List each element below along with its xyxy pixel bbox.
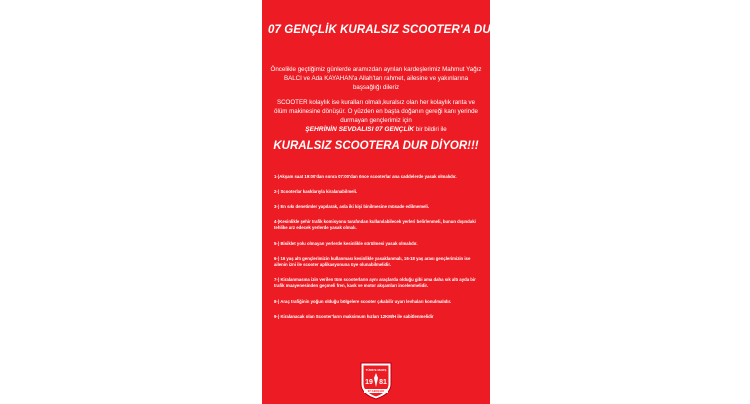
purpose-text: SCOOTER kolaylık ise kuralları olmalı,kuralsız olan her kolaylık ranta ve ölüm makinesine dönüşür. O yüzden en başta doğanın gereği kanı yerinde durmayan gençlerimiz için (274, 99, 478, 124)
rule-item: 2-) Scooterlar kasklarıyla kiralanabilmeli. (274, 188, 358, 194)
rule-item: 5-) Bisiklet yolu olmayan yerlerde kesinlikle sürülmesi yasak olmalıdır. (274, 240, 418, 246)
headline: KURALSIZ SCOOTERA DUR DİYOR!!! (273, 139, 479, 152)
rule-item: 4-)Kesinlikle şehir trafik komisyonu tarafından kullanılabilecek yerleri belirlenmeli, bunun dışındaki tehlike arz edecek yerlerde yasak olmalı. (274, 219, 476, 231)
poster (262, 0, 547, 404)
rule-item: 8-) Araç trafiğinin yoğun olduğu bölgelere scooter çıkabilir uyarı levhaları konulmalıdır. (274, 298, 452, 304)
rule-item: 1-)Akşam saat 19:00'dan sonra 07:00'dan önce scooterlar ana caddelerde yasak olmalıdır. (274, 173, 457, 179)
rule-item: 7-) Kiralanmasına izin verilen tüm scooterların aynı araçlarda olduğu gibi ama daha sık altı ayda bir trafik muayenesinden geçmeli fren, kask ve motor akşamları incelenmelidir. (274, 277, 476, 289)
group-name: ŞEHRİNİN SEVDALISI 07 GENÇLİK (305, 125, 415, 133)
rules-list (274, 174, 484, 320)
rule-item: 9-) Kiralanacak olan Scooter'ların maksimum hızları 12KM/H ile sabitlenmelidir (274, 313, 434, 319)
logo-top-text: TÜRK'E MARŞ (365, 368, 387, 372)
condolence-paragraph: Öncelikle geçtiğimiz günlerde aramızdan ayrılan kardeşlerimiz Mahmut Yağız BALCI ve Ada KAYAHAN'a Allah'tan rahmet, ailesine ve yakınlarına başsağlığı dileriz (270, 66, 482, 91)
poster-title: 07 GENÇLİK KURALSIZ SCOOTER'A DUR DİYOR ! (268, 24, 547, 36)
purpose-paragraph (270, 99, 482, 134)
logo-year-right: 81 (379, 379, 387, 386)
intro-section (270, 66, 482, 135)
rule-item: 6-) 16 yaş altı gençlerimizin kullanması kesinlikle yasaklanmalı, 16-18 yaş arası gençlerimizin ise ailenin izni ile scooter aplikasyonuna üye olunabilmelidir. (274, 255, 471, 267)
purpose-tail: bir bildiri ile (414, 125, 447, 133)
club-logo (357, 360, 395, 400)
logo-bottom-text: 07 GENÇLİK (367, 389, 385, 394)
logo-year-left: 19 (365, 379, 373, 386)
rule-item: 3-) En sıkı denetimler yapılarak, asla iki kişi binilmesine müsade edilmemeli. (274, 203, 429, 209)
